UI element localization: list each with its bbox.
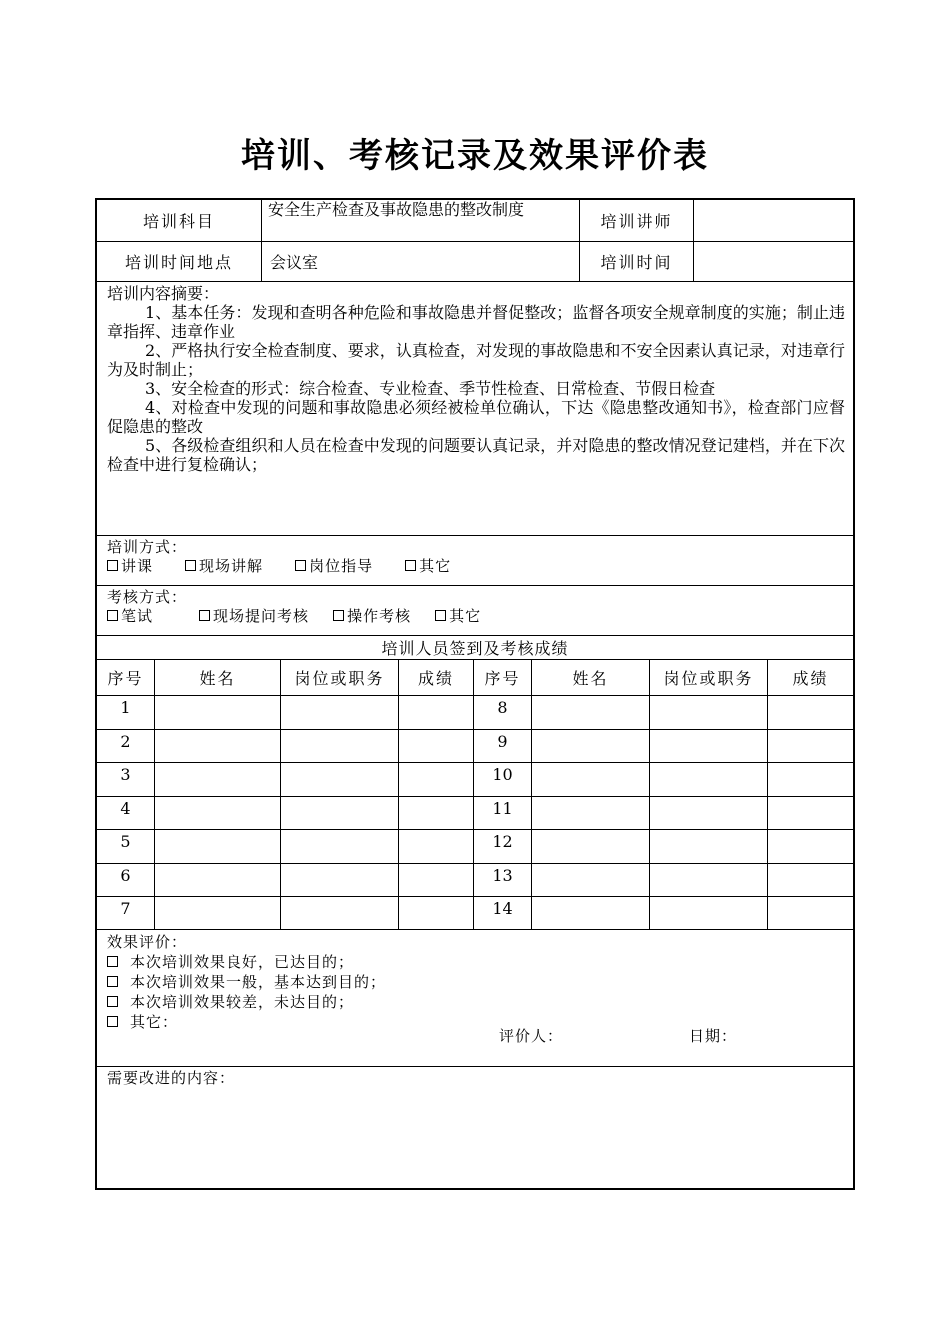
name-cell[interactable] xyxy=(155,797,281,829)
row-number: 9 xyxy=(474,730,532,762)
teacher-label: 培训讲师 xyxy=(580,200,694,241)
effect-evaluation xyxy=(97,930,853,1067)
name-cell[interactable] xyxy=(155,864,281,896)
score-cell[interactable] xyxy=(399,696,474,729)
score-cell[interactable] xyxy=(768,763,853,796)
place-value[interactable]: 会议室 xyxy=(262,242,580,281)
name-cell[interactable] xyxy=(155,763,281,796)
name-cell[interactable] xyxy=(532,830,650,863)
name-cell[interactable] xyxy=(532,897,650,929)
position-cell[interactable] xyxy=(650,696,768,729)
score-cell[interactable] xyxy=(768,897,853,929)
position-cell[interactable] xyxy=(281,830,399,863)
checkbox-icon xyxy=(185,560,196,571)
name-cell[interactable] xyxy=(155,830,281,863)
score-cell[interactable] xyxy=(768,730,853,762)
option-lecture[interactable]: 讲课 xyxy=(107,557,153,575)
content-summary xyxy=(97,282,853,536)
evaluator-label: 评价人： xyxy=(499,1027,564,1045)
checkbox-icon xyxy=(295,560,306,571)
column-header: 姓名 xyxy=(155,660,281,695)
position-cell[interactable] xyxy=(281,864,399,896)
option-operation[interactable]: 操作考核 xyxy=(333,607,411,625)
column-header: 姓名 xyxy=(532,660,650,695)
score-cell[interactable] xyxy=(768,830,853,863)
checkbox-icon xyxy=(333,610,344,621)
time-value[interactable] xyxy=(694,242,853,281)
training-method-options xyxy=(107,557,845,576)
evaluation-option[interactable]: 本次培训效果良好，已达目的； xyxy=(107,952,845,972)
position-cell[interactable] xyxy=(650,763,768,796)
position-cell[interactable] xyxy=(281,897,399,929)
column-header: 序号 xyxy=(474,660,532,695)
evaluation-heading: 效果评价： xyxy=(107,933,188,951)
name-cell[interactable] xyxy=(155,897,281,929)
position-cell[interactable] xyxy=(650,797,768,829)
score-cell[interactable] xyxy=(768,864,853,896)
subject-value[interactable]: 安全生产检查及事故隐患的整改制度 xyxy=(262,200,580,241)
place-label: 培训时间地点 xyxy=(97,242,262,281)
row-number: 4 xyxy=(97,797,155,829)
name-cell[interactable] xyxy=(532,864,650,896)
checkbox-icon xyxy=(107,996,118,1007)
option-other[interactable]: 其它 xyxy=(435,607,481,625)
summary-item: 1、基本任务：发现和查明各种危险和事故隐患并督促整改；监督各项安全规章制度的实施；制止违章指挥、违章作业 xyxy=(107,303,845,341)
subject-label: 培训科目 xyxy=(97,200,262,241)
column-header: 岗位或职务 xyxy=(281,660,399,695)
table-row xyxy=(97,797,853,830)
signin-header-row xyxy=(97,660,853,696)
table-row xyxy=(97,864,853,897)
checkbox-icon xyxy=(107,560,118,571)
time-label: 培训时间 xyxy=(580,242,694,281)
checkbox-icon xyxy=(107,610,118,621)
score-cell[interactable] xyxy=(399,763,474,796)
name-cell[interactable] xyxy=(532,763,650,796)
score-cell[interactable] xyxy=(399,830,474,863)
checkbox-icon xyxy=(405,560,416,571)
checkbox-icon xyxy=(199,610,210,621)
improvement-heading: 需要改进的内容： xyxy=(107,1069,236,1087)
assessment-method-options xyxy=(107,607,845,626)
name-cell[interactable] xyxy=(532,730,650,762)
table-row xyxy=(97,696,853,730)
option-oral[interactable]: 现场提问考核 xyxy=(199,607,309,625)
position-cell[interactable] xyxy=(281,696,399,729)
name-cell[interactable] xyxy=(532,797,650,829)
name-cell[interactable] xyxy=(155,696,281,729)
checkbox-icon xyxy=(107,1016,118,1027)
option-written[interactable]: 笔试 xyxy=(107,607,153,625)
checkbox-icon xyxy=(435,610,446,621)
row-number: 2 xyxy=(97,730,155,762)
table-row xyxy=(97,730,853,763)
evaluation-option[interactable]: 本次培训效果一般，基本达到目的； xyxy=(107,972,845,992)
column-header: 岗位或职务 xyxy=(650,660,768,695)
assessment-method xyxy=(97,586,853,636)
signin-heading: 培训人员签到及考核成绩 xyxy=(97,636,853,660)
row-number: 5 xyxy=(97,830,155,863)
row-number: 1 xyxy=(97,696,155,729)
evaluation-option[interactable]: 其它： xyxy=(107,1012,845,1032)
row-number: 7 xyxy=(97,897,155,929)
date-label: 日期： xyxy=(689,1027,738,1045)
position-cell[interactable] xyxy=(281,763,399,796)
row-number: 14 xyxy=(474,897,532,929)
table-row xyxy=(97,763,853,797)
score-cell[interactable] xyxy=(399,864,474,896)
place-row xyxy=(97,242,853,282)
table-row xyxy=(97,830,853,864)
position-cell[interactable] xyxy=(650,864,768,896)
table-row xyxy=(97,897,853,930)
teacher-value[interactable] xyxy=(694,200,853,241)
row-number: 8 xyxy=(474,696,532,729)
position-cell[interactable] xyxy=(650,830,768,863)
summary-heading: 培训内容摘要： xyxy=(107,284,220,303)
row-number: 11 xyxy=(474,797,532,829)
assessment-method-heading: 考核方式： xyxy=(107,588,188,606)
checkbox-icon xyxy=(107,956,118,967)
row-number: 10 xyxy=(474,763,532,796)
option-post-guidance[interactable]: 岗位指导 xyxy=(295,557,373,575)
score-cell[interactable] xyxy=(399,730,474,762)
improvement-section[interactable] xyxy=(97,1067,853,1188)
evaluation-option[interactable]: 本次培训效果较差，未达目的； xyxy=(107,992,845,1012)
training-method xyxy=(97,536,853,586)
summary-item: 3、安全检查的形式：综合检查、专业检查、季节性检查、日常检查、节假日检查 xyxy=(145,379,716,398)
score-cell[interactable] xyxy=(768,797,853,829)
column-header: 序号 xyxy=(97,660,155,695)
summary-item: 4、对检查中发现的问题和事故隐患必须经被检单位确认，下达《隐患整改通知书》，检查部门应督促隐患的整改 xyxy=(107,398,845,436)
score-cell[interactable] xyxy=(399,897,474,929)
name-cell[interactable] xyxy=(155,730,281,762)
score-cell[interactable] xyxy=(768,696,853,729)
position-cell[interactable] xyxy=(281,730,399,762)
column-header: 成绩 xyxy=(792,669,829,688)
option-onsite[interactable]: 现场讲解 xyxy=(185,557,263,575)
page-title: 培训、考核记录及效果评价表 xyxy=(241,136,709,176)
evaluation-form xyxy=(95,198,855,1190)
row-number: 3 xyxy=(97,763,155,796)
summary-item: 2、严格执行安全检查制度、要求，认真检查，对发现的事故隐患和不安全因素认真记录，对违章行为及时制止； xyxy=(107,341,845,379)
row-number: 13 xyxy=(474,864,532,896)
position-cell[interactable] xyxy=(281,797,399,829)
name-cell[interactable] xyxy=(532,696,650,729)
score-cell[interactable] xyxy=(399,797,474,829)
subject-row xyxy=(97,200,853,242)
column-header: 成绩 xyxy=(399,660,474,695)
checkbox-icon xyxy=(107,976,118,987)
row-number: 12 xyxy=(474,830,532,863)
summary-item: 5、各级检查组织和人员在检查中发现的问题要认真记录，并对隐患的整改情况登记建档，并在下次检查中进行复检确认； xyxy=(107,436,845,474)
training-method-heading: 培训方式： xyxy=(107,538,188,556)
option-other[interactable]: 其它 xyxy=(405,557,451,575)
position-cell[interactable] xyxy=(650,897,768,929)
position-cell[interactable] xyxy=(650,730,768,762)
row-number: 6 xyxy=(97,864,155,896)
